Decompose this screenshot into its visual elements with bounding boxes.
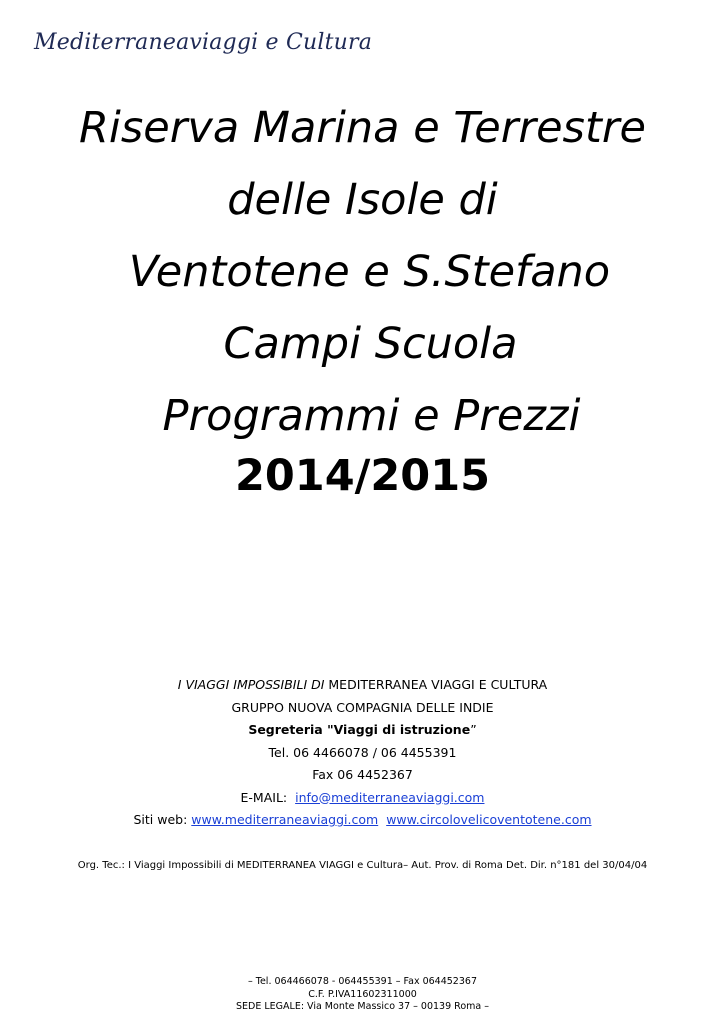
title-line-1: Riserva Marina e Terrestre bbox=[79, 103, 646, 153]
email-line bbox=[0, 787, 725, 810]
secretariat-line bbox=[0, 719, 725, 742]
title-line-5: Programmi e Prezzi bbox=[162, 391, 581, 441]
secretariat-label: Segreteria "Viaggi di istruzione bbox=[248, 722, 471, 737]
footer-phone-line: – Tel. 064466078 - 064455391 – Fax 064452367 bbox=[248, 976, 477, 987]
brand-logo-text: Mediterraneaviaggi e Cultura bbox=[34, 30, 373, 55]
email-label: E-MAIL: bbox=[240, 789, 288, 805]
agency-line bbox=[0, 674, 725, 697]
website-link-1[interactable]: www.mediterraneaviaggi.com bbox=[191, 812, 379, 827]
contact-block bbox=[0, 674, 725, 832]
school-year: 2014/2015 bbox=[234, 451, 491, 501]
footer-tax-line: C.F. P.IVA11602311000 bbox=[308, 988, 417, 1000]
title-line-4: Campi Scuola bbox=[223, 319, 518, 369]
group-line: GRUPPO NUOVA COMPAGNIA DELLE INDIE bbox=[231, 699, 494, 715]
footer-address-line: SEDE LEGALE: Via Monte Massico 37 – 00139 Roma – bbox=[236, 1001, 489, 1012]
fax-line: Fax 06 4452367 bbox=[312, 767, 413, 782]
website-link-2[interactable]: www.circolovelicoventotene.com bbox=[386, 812, 592, 827]
title-line-3: Ventotene e S.Stefano bbox=[128, 247, 611, 297]
footer bbox=[0, 976, 725, 1014]
secretariat-quote: ” bbox=[470, 722, 477, 737]
websites-label: Siti web: bbox=[133, 812, 188, 827]
agency-line-rest: MEDITERRANEA VIAGGI E CULTURA bbox=[324, 677, 548, 692]
title-line-2: delle Isole di bbox=[227, 175, 498, 225]
document-title bbox=[0, 92, 725, 452]
agency-line-italic: I VIAGGI IMPOSSIBILI DI bbox=[177, 677, 325, 692]
email-link[interactable]: info@mediterraneaviaggi.com bbox=[295, 789, 485, 805]
phone-line: Tel. 06 4466078 / 06 4455391 bbox=[268, 744, 457, 760]
organization-line: Org. Tec.: I Viaggi Impossibili di MEDITERRANEA VIAGGI e Cultura– Aut. Prov. di Roma Det. Dir. n°181 del 30/04/04 bbox=[77, 860, 648, 871]
websites-line bbox=[0, 809, 725, 832]
